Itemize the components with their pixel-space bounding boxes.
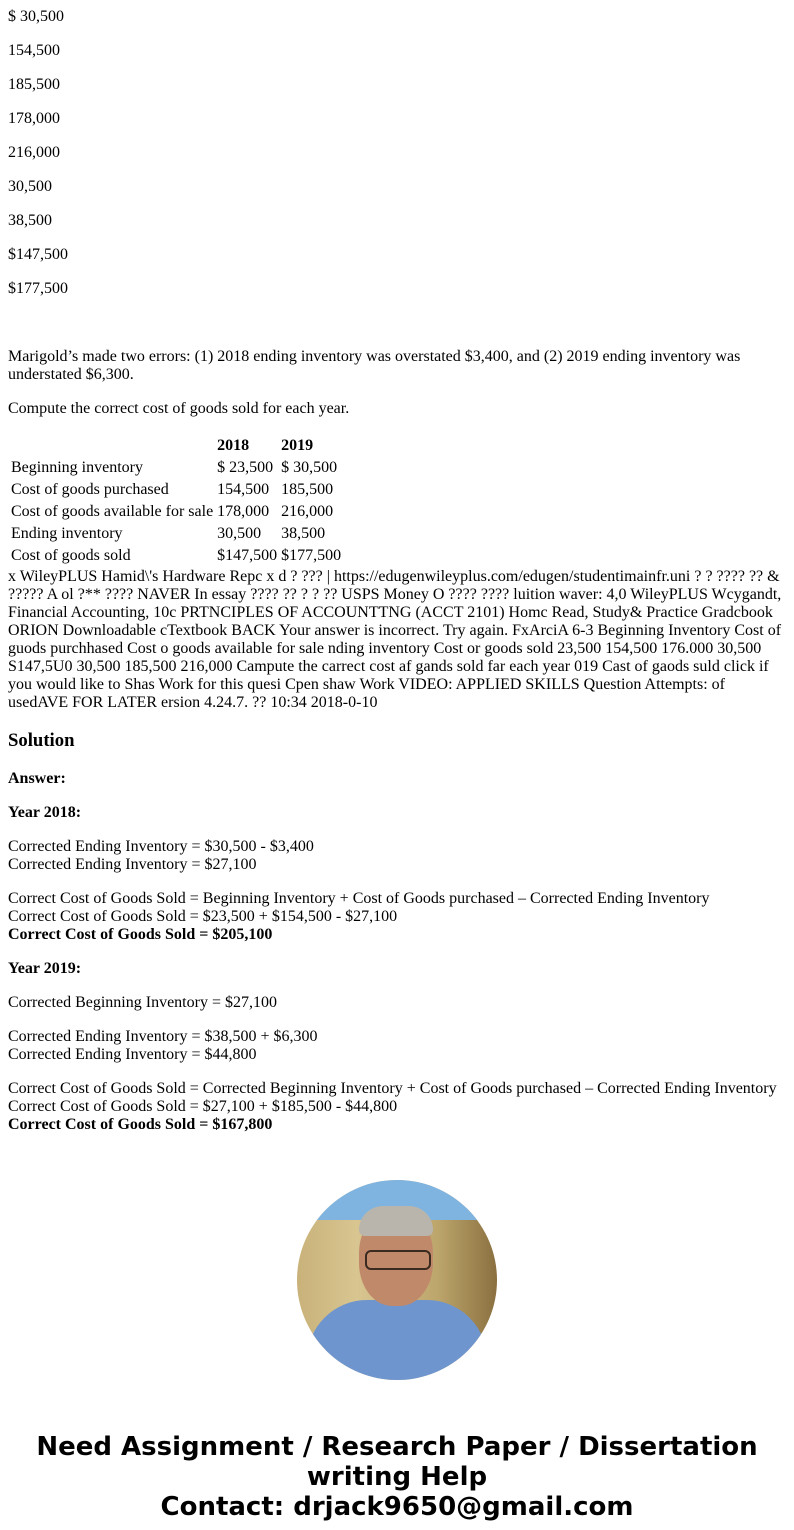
value-item: 38,500	[8, 212, 52, 229]
result-2019: Correct Cost of Goods Sold = $167,800	[8, 1116, 273, 1133]
answer-label: Answer:	[8, 770, 66, 787]
solution-line: Corrected Ending Inventory = $30,500 - $3,400	[8, 838, 314, 855]
ocr-text: x WileyPLUS Hamid\'s Hardware Repc x d ? ??? | https://edugenwileyplus.com/edugen/studentimainfr.uni ? ? ???? ?? & ????? A ol ?** ???? NAVER In essay ???? ?? ? ? ?? USPS Money O ???? ???? luition waver: 4,0 WileyPLUS Wcygandt, Financial Accounting, 10c PRTNCIPLES OF ACCOUNTTNG (ACCT 2101) Homc Read, Study& Practice Gradcbook ORION Downloadable cTextbook BACK Your answer is incorrect. Try again. FxArciA 6-3 Beginning Inventory Cost of guods purchhased Cost o goods available for sale nding inventory Cost or goods sold 23,500 154,500 176.000 30,500 S147,5U0 30,500 185,500 216,000 Campute the carrect cost af gands sold far each year 019 Cast of gaods suld click if you would like to Shas Work for this quesi Cpen shaw Work VIDEO: APPLIED SKILLS Question Attempts: of usedAVE FOR LATER ersion 4.24.7. ?? 10:34 2018-0-10	[8, 568, 782, 711]
solution-line: Correct Cost of Goods Sold = $23,500 + $154,500 - $27,100	[8, 908, 398, 925]
value-item: $177,500	[8, 280, 68, 297]
problem-statement: Marigold’s made two errors: (1) 2018 ending inventory was overstated $3,400, and (2) 2019 ending inventory was understated $6,300.	[8, 348, 741, 383]
solution-line: Corrected Beginning Inventory = $27,100	[8, 994, 277, 1011]
solution-line: Corrected Ending Inventory = $38,500 + $6,300	[8, 1028, 318, 1045]
table-row	[10, 502, 342, 522]
promo-footer	[8, 1432, 786, 1522]
value-item: 154,500	[8, 42, 60, 59]
table-cell: 178,000	[217, 503, 270, 520]
table-cell: $ 30,500	[281, 459, 338, 476]
table-cell: Cost of goods sold	[11, 547, 131, 564]
instruction: Compute the correct cost of goods sold for each year.	[8, 400, 350, 417]
table-cell: Ending inventory	[11, 525, 123, 542]
value-item: 216,000	[8, 144, 60, 161]
solution-line: Correct Cost of Goods Sold = Beginning Inventory + Cost of Goods purchased – Corrected Ending Inventory	[8, 890, 710, 907]
table-header: 2019	[281, 437, 314, 454]
table-row	[10, 524, 342, 544]
result-2018: Correct Cost of Goods Sold = $205,100	[8, 926, 273, 943]
table-row	[10, 546, 342, 566]
table-cell: 38,500	[281, 525, 326, 542]
table-row	[10, 480, 342, 500]
inventory-table	[8, 434, 344, 568]
table-header: 2018	[217, 437, 250, 454]
avatar	[297, 1180, 497, 1380]
table-cell: 185,500	[281, 481, 334, 498]
table-cell: $ 23,500	[217, 459, 274, 476]
table-cell: $147,500	[217, 547, 278, 564]
solution-line: Correct Cost of Goods Sold = $27,100 + $185,500 - $44,800	[8, 1098, 398, 1115]
year-2019-label: Year 2019:	[8, 960, 82, 977]
solution-line: Correct Cost of Goods Sold = Corrected Beginning Inventory + Cost of Goods purchased – Corrected Ending Inventory	[8, 1080, 777, 1097]
solution-line: Corrected Ending Inventory = $27,100	[8, 856, 257, 873]
avatar-container	[8, 1180, 786, 1380]
value-item: 178,000	[8, 110, 60, 127]
table-cell: 30,500	[217, 525, 262, 542]
year-2018-label: Year 2018:	[8, 804, 82, 821]
table-cell: 154,500	[217, 481, 270, 498]
table-row	[10, 458, 342, 478]
values-list	[8, 8, 786, 298]
table-cell: Beginning inventory	[11, 459, 143, 476]
table-cell: Cost of goods available for sale	[11, 503, 214, 520]
value-item: $ 30,500	[8, 8, 64, 25]
table-header	[10, 436, 214, 456]
table-cell: Cost of goods purchased	[11, 481, 169, 498]
promo-line: Need Assignment / Research Paper / Dissertation writing Help	[36, 1432, 758, 1492]
value-item: $147,500	[8, 246, 68, 263]
value-item: 185,500	[8, 76, 60, 93]
table-header-row	[10, 436, 342, 456]
value-item: 30,500	[8, 178, 52, 195]
table-cell: 216,000	[281, 503, 334, 520]
table-cell: $177,500	[281, 547, 342, 564]
solution-line: Corrected Ending Inventory = $44,800	[8, 1046, 257, 1063]
solution-heading: Solution	[8, 730, 75, 751]
contact-line: Contact: drjack9650@gmail.com	[160, 1492, 634, 1522]
